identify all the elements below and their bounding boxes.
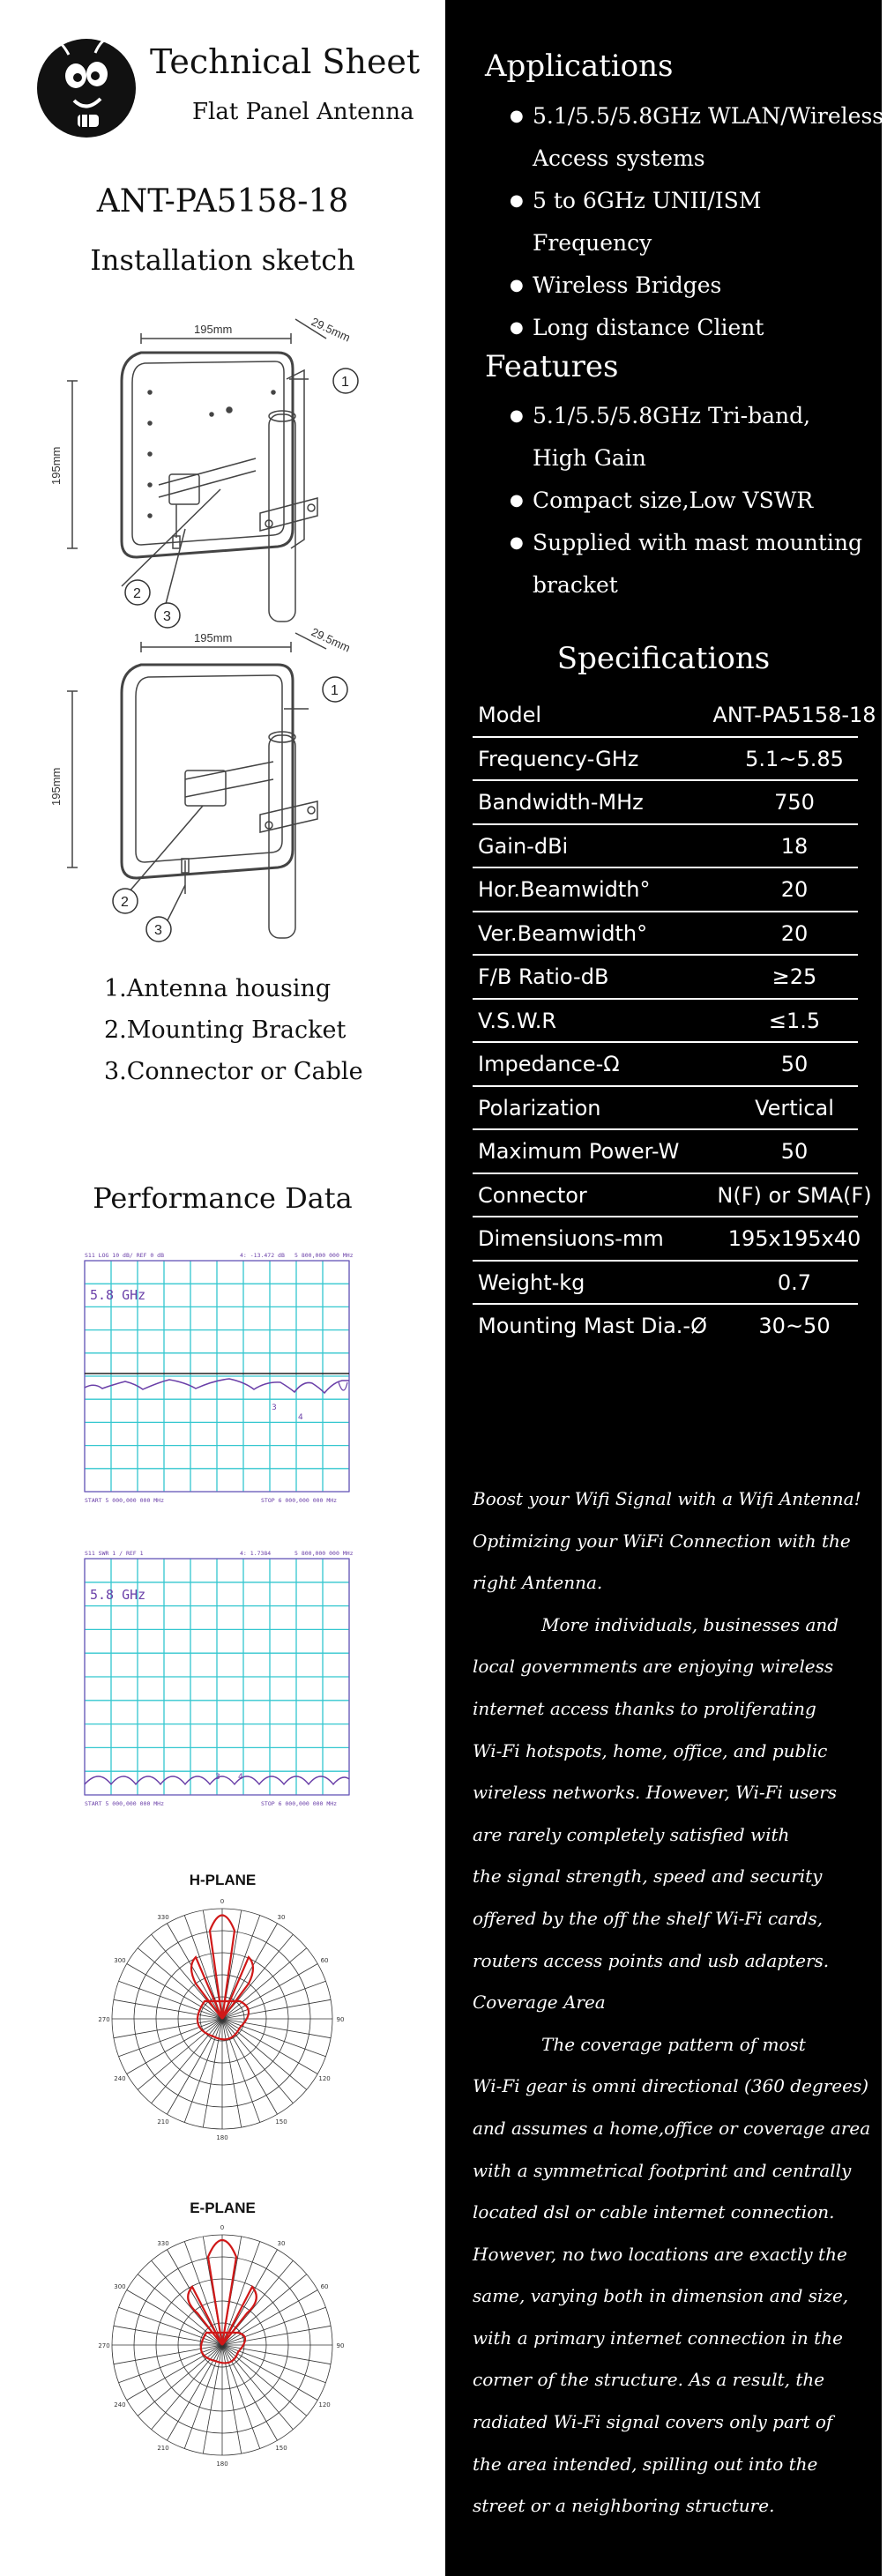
polar-angle-label: 330 [157, 1913, 169, 1921]
spec-key: V.S.W.R [478, 1008, 557, 1033]
spec-key: Gain-dBi [478, 833, 569, 859]
h-plane-title: H-PLANE [189, 1872, 257, 1888]
callout-3: 3 [163, 609, 171, 624]
chart1-band-label: 5.8 GHz [90, 1287, 146, 1303]
features-title: Features [485, 349, 619, 384]
polar-angle-label: 210 [157, 2445, 169, 2453]
spec-value: 20 [780, 877, 809, 902]
sheet-title: Technical Sheet [150, 42, 421, 81]
spec-key: Bandwidth-MHz [478, 790, 644, 815]
text-line: the area intended, spilling out into the [473, 2453, 818, 2475]
spec-key: Weight-kg [478, 1269, 585, 1295]
text-line: right Antenna. [473, 1572, 603, 1594]
h-plane-radiation-pattern [99, 1895, 346, 2142]
spec-row [473, 738, 858, 782]
spec-key: Frequency-GHz [478, 746, 639, 771]
chart2-stop: STOP 6 000,000 000 MHz [261, 1800, 338, 1807]
polar-angle-label: 60 [320, 2283, 329, 2290]
polar-angle-label: 150 [275, 2118, 287, 2126]
vswr-chart [81, 1548, 354, 1813]
text-line: same, varying both in dimension and size, [473, 2285, 849, 2307]
spec-row [473, 912, 858, 957]
sketch-depth-label: 29.5mm [309, 315, 353, 345]
callout2-3: 3 [154, 923, 162, 938]
list-item: ● Supplied with mast mounting [510, 522, 885, 564]
spec-key: Mounting Mast Dia.-Ø [478, 1314, 707, 1338]
return-loss-chart [81, 1250, 354, 1506]
text-line: street or a neighboring structure. [473, 2495, 775, 2517]
chart2-start: START 5 000,000 000 MHz [85, 1800, 165, 1807]
list-item: ● 5 to 6GHz UNII/ISM Frequency [510, 180, 885, 264]
spec-value: ≤1.5 [768, 1008, 821, 1033]
text-line: are rarely completely satisfied with [473, 1823, 790, 1845]
text-line: corner of the structure. As a result, the [473, 2369, 825, 2391]
spec-value: 30~50 [758, 1314, 831, 1338]
spec-row [473, 1087, 858, 1131]
text-line: routers access points and usb adapters. [473, 1949, 830, 1971]
polar-angle-label: 300 [114, 1957, 126, 1964]
legend-item: 1.Antenna housing [104, 975, 332, 1002]
spec-key: Polarization [478, 1095, 601, 1120]
callout2-1: 1 [331, 683, 339, 698]
callout2-2: 2 [121, 895, 129, 910]
bee-logo-icon [34, 34, 139, 139]
sketch2-depth-label: 29.5mm [309, 625, 353, 655]
spec-key: Model [478, 703, 542, 727]
sketch-width-label: 195mm [194, 323, 233, 336]
specifications-table [473, 694, 876, 1347]
polar-angle-label: 270 [98, 2016, 110, 2023]
sketch2-height-label: 195mm [49, 767, 63, 806]
installation-sketch-back [49, 625, 388, 956]
text-line: with a primary internet connection in the [473, 2327, 843, 2349]
list-item: Access systems [533, 145, 705, 171]
text-line: radiated Wi-Fi signal covers only part of [473, 2411, 833, 2433]
e-plane-radiation-pattern [99, 2222, 346, 2468]
spec-row [473, 1000, 858, 1044]
sheet-subtitle: Flat Panel Antenna [192, 99, 414, 125]
model-number: ANT-PA5158-18 [96, 183, 349, 220]
performance-data-title: Performance Data [93, 1181, 353, 1215]
polar-angle-label: 90 [336, 2342, 345, 2349]
polar-angle-label: 240 [114, 2401, 126, 2408]
polar-angle-label: 240 [114, 2075, 126, 2082]
spec-value: 20 [780, 920, 809, 946]
polar-angle-label: 30 [277, 1913, 286, 1921]
spec-row [473, 1262, 858, 1306]
list-item: ● 5.1/5.5/5.8GHz Tri-band, [510, 395, 885, 437]
text-line: local governments are enjoying wireless [473, 1656, 834, 1678]
chart2-band-label: 5.8 GHz [90, 1587, 146, 1603]
chart1-marker-4: 4 [298, 1413, 303, 1422]
features-list [510, 395, 885, 607]
text-line: wireless networks. However, Wi-Fi users [473, 1782, 838, 1804]
spec-value: Vertical [755, 1095, 834, 1120]
chart1-header-left: S11 LOG 10 dB/ REF 0 dB [85, 1252, 165, 1259]
chart1-stop: STOP 6 000,000 000 MHz [261, 1497, 338, 1504]
callout-2: 2 [133, 586, 141, 601]
list-item: ● Wireless Bridges [510, 264, 885, 307]
list-item: ● 5.1/5.5/5.8GHz WLAN/Wireless [510, 95, 885, 138]
chart2-header-right: 5 800,000 000 MHz [294, 1550, 354, 1557]
specifications-title: Specifications [556, 641, 771, 676]
marketing-text [473, 1478, 869, 2528]
text-line: located dsl or cable internet connection. [473, 2201, 835, 2223]
spec-key: Ver.Beamwidth° [478, 920, 648, 946]
polar-angle-label: 0 [220, 1898, 225, 1905]
spec-row [473, 1174, 872, 1218]
spec-row [473, 781, 858, 825]
polar-angle-label: 270 [98, 2342, 110, 2349]
installation-sketch-front [49, 309, 388, 644]
spec-value: 5.1~5.85 [745, 746, 844, 771]
sketch2-width-label: 195mm [194, 631, 233, 644]
chart1-start: START 5 000,000 000 MHz [85, 1497, 165, 1504]
spec-row [473, 1043, 858, 1087]
chart1-header-mid: 4: -13.472 dB [240, 1252, 285, 1259]
list-item: ● Compact size,Low VSWR [510, 480, 885, 522]
polar-angle-label: 120 [318, 2075, 331, 2082]
chart1-marker-3: 3 [272, 1403, 277, 1412]
chart2-marker-4: 4 [238, 1773, 243, 1782]
polar-angle-label: 330 [157, 2239, 169, 2247]
chart1-header-right: 5 800,000 000 MHz [294, 1252, 354, 1259]
legend-item: 3.Connector or Cable [104, 1058, 363, 1085]
spec-row [473, 1217, 861, 1262]
chart2-marker-3: 3 [215, 1773, 220, 1782]
polar-angle-label: 180 [216, 2461, 228, 2468]
spec-key: Dimensiuons-mm [478, 1226, 664, 1251]
spec-row [473, 694, 876, 738]
chart2-header-left: S11 SWR 1 / REF 1 [85, 1550, 144, 1557]
spec-value: ≥25 [771, 964, 817, 989]
text-line: Optimizing your WiFi Connection with the [473, 1530, 851, 1552]
text-line: offered by the off the shelf Wi-Fi cards, [473, 1907, 824, 1929]
chart2-header-mid: 4: 1.7384 [240, 1550, 272, 1557]
spec-row [473, 1130, 858, 1174]
spec-key: Impedance-Ω [478, 1052, 620, 1076]
spec-value: 50 [780, 1139, 809, 1164]
spec-key: Connector [478, 1182, 587, 1208]
polar-angle-label: 60 [320, 1957, 329, 1964]
spec-value: ANT-PA5158-18 [712, 703, 876, 727]
text-line: and assumes a home,office or coverage area [473, 2117, 871, 2139]
spec-value: 195x195x40 [727, 1226, 861, 1251]
spec-row [473, 956, 858, 1000]
list-item: bracket [533, 572, 618, 598]
spec-value: 50 [780, 1052, 809, 1076]
sketch-legend [104, 968, 363, 1092]
polar-angle-label: 150 [275, 2445, 287, 2453]
spec-value: 750 [774, 790, 815, 815]
text-line: with a symmetrical footprint and centrally [473, 2159, 852, 2181]
text-line: Wi-Fi hotspots, home, office, and public [473, 1739, 828, 1761]
spec-key: F/B Ratio-dB [478, 964, 609, 989]
list-item: High Gain [533, 445, 646, 471]
callout-1: 1 [341, 375, 349, 390]
installation-sketch-title: Installation sketch [90, 243, 355, 277]
text-line: Wi-Fi gear is omni directional (360 degrees) [473, 2075, 869, 2097]
polar-angle-label: 90 [336, 2016, 345, 2023]
text-line: The coverage pattern of most [541, 2033, 806, 2055]
spec-row [473, 1305, 858, 1347]
polar-angle-label: 210 [157, 2118, 169, 2126]
applications-list [510, 95, 885, 349]
polar-angle-label: 300 [114, 2283, 126, 2290]
sketch-height-label: 195mm [49, 446, 63, 485]
text-line: Boost your Wifi Signal with a Wifi Antenna! [473, 1488, 861, 1509]
list-item: ● Long distance Client [510, 307, 885, 349]
spec-key: Maximum Power-W [478, 1139, 680, 1164]
polar-angle-label: 30 [277, 2239, 286, 2247]
polar-angle-label: 0 [220, 2224, 225, 2231]
spec-row [473, 868, 858, 912]
spec-row [473, 825, 858, 869]
spec-value: 0.7 [777, 1269, 812, 1295]
legend-item: 2.Mounting Bracket [104, 1016, 347, 1044]
polar-angle-label: 120 [318, 2401, 331, 2408]
text-line: More individuals, businesses and [541, 1613, 839, 1635]
text-line: internet access thanks to proliferating [473, 1697, 816, 1719]
applications-title: Applications [485, 48, 674, 84]
e-plane-title: E-PLANE [190, 2200, 256, 2216]
spec-value: 18 [780, 833, 809, 859]
polar-angle-label: 180 [216, 2134, 228, 2141]
text-line: the signal strength, speed and security [473, 1865, 823, 1887]
spec-value: N(F) or SMA(F) [717, 1182, 872, 1208]
text-line: Coverage Area [473, 1992, 606, 2014]
spec-key: Hor.Beamwidth° [478, 877, 651, 902]
text-line: However, no two locations are exactly the [473, 2243, 847, 2265]
